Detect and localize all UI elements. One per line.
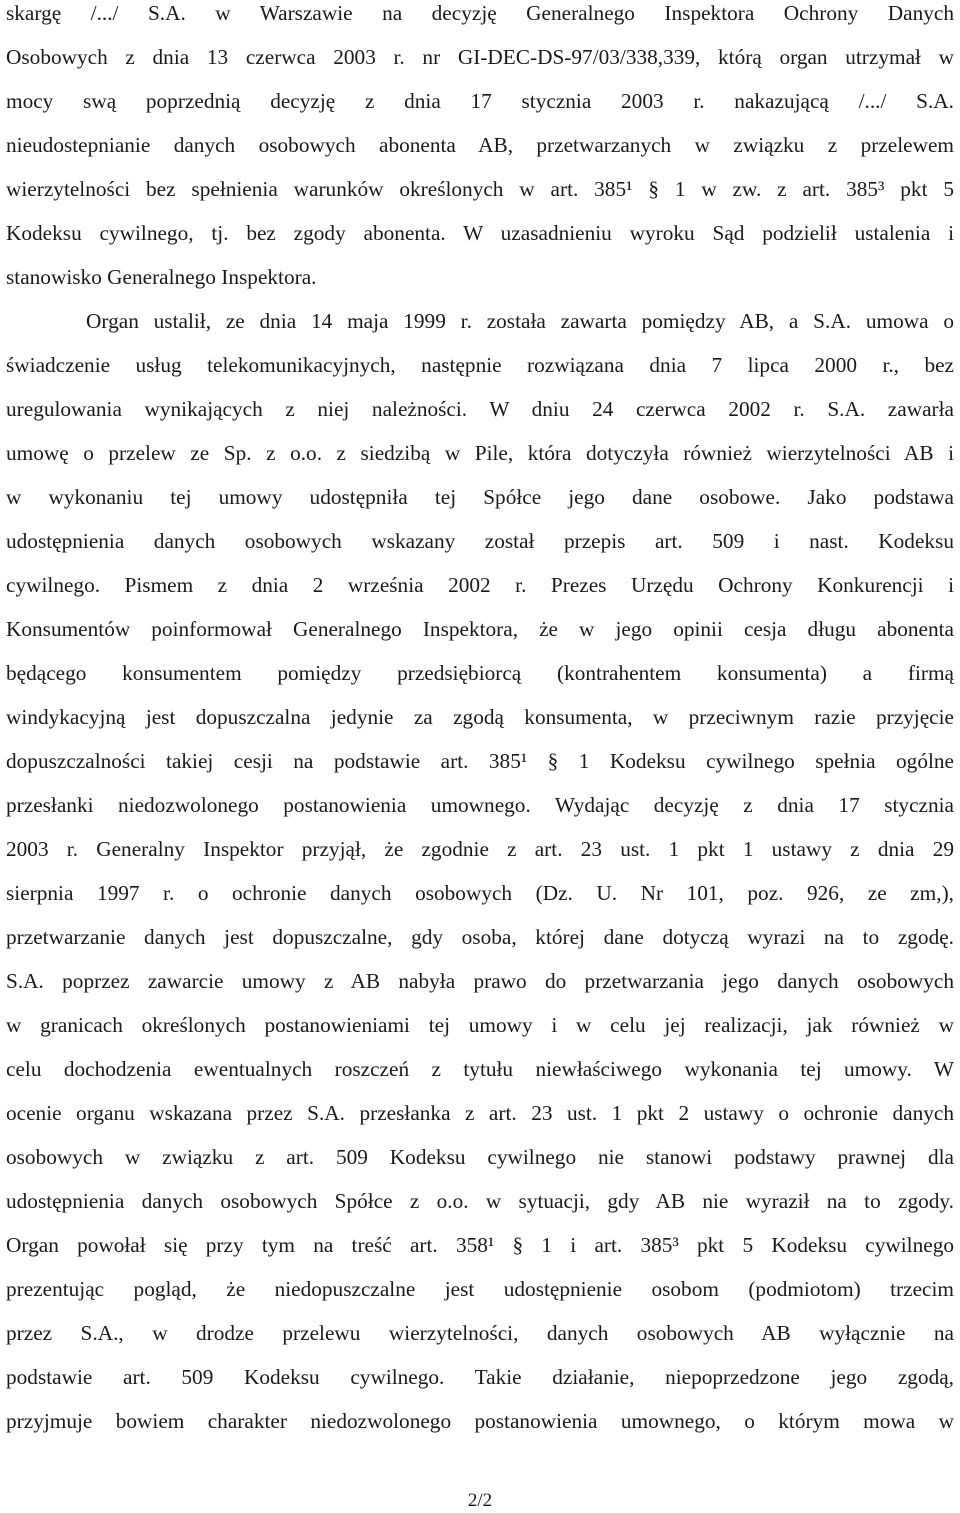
text-line: stanowisko Generalnego Inspektora.	[6, 265, 317, 289]
text-line: Kodeksu cywilnego, tj. bez zgody abonenta. W uzasadnieniu wyroku Sąd podzielił ustalenia i	[6, 221, 954, 245]
text-line: sierpnia 1997 r. o ochronie danych osobowych (Dz. U. Nr 101, poz. 926, ze zm,),	[6, 881, 954, 905]
text-line: będącego konsumentem pomiędzy przedsiębiorcą (kontrahentem konsumenta) a firmą	[6, 661, 954, 685]
text-line: świadczenie usług telekomunikacyjnych, następnie rozwiązana dnia 7 lipca 2000 r., bez	[6, 353, 954, 377]
text-line: przez S.A., w drodze przelewu wierzytelności, danych osobowych AB wyłącznie na	[6, 1321, 954, 1345]
paragraph-first-line: Organ ustalił, ze dnia 14 maja 1999 r. została zawarta pomiędzy AB, a S.A. umowa o	[86, 309, 954, 333]
page-number: 2/2	[467, 1490, 493, 1511]
text-line: przyjmuje bowiem charakter niedozwolonego postanowienia umownego, o którym mowa w	[6, 1409, 954, 1433]
text-line: Osobowych z dnia 13 czerwca 2003 r. nr GI-DEC-DS-97/03/338,339, którą organ utrzymał w	[6, 45, 954, 69]
text-line: uregulowania wynikających z niej należności. W dniu 24 czerwca 2002 r. S.A. zawarła	[6, 397, 954, 421]
text-line: osobowych w związku z art. 509 Kodeksu cywilnego nie stanowi podstawy prawnej dla	[6, 1145, 954, 1169]
text-line: nieudostepnianie danych osobowych abonenta AB, przetwarzanych w związku z przelewem	[6, 133, 954, 157]
text-line: celu dochodzenia ewentualnych roszczeń z tytułu niewłaściwego wykonania tej umowy. W	[6, 1057, 954, 1081]
text-line: mocy swą poprzednią decyzję z dnia 17 stycznia 2003 r. nakazującą /.../ S.A.	[6, 89, 954, 113]
text-line: 2003 r. Generalny Inspektor przyjął, że zgodnie z art. 23 ust. 1 pkt 1 ustawy z dnia 29	[6, 837, 954, 861]
text-line: dopuszczalności takiej cesji na podstawie art. 385¹ § 1 Kodeksu cywilnego spełnia ogólne	[6, 749, 954, 773]
text-line: w granicach określonych postanowieniami tej umowy i w celu jej realizacji, jak również w	[6, 1013, 954, 1037]
text-line: przetwarzanie danych jest dopuszczalne, gdy osoba, której dane dotyczą wyrazi na to zgodę.	[6, 925, 954, 949]
text-line: ocenie organu wskazana przez S.A. przesłanka z art. 23 ust. 1 pkt 2 ustawy o ochronie danych	[6, 1101, 954, 1125]
text-line: cywilnego. Pismem z dnia 2 września 2002 r. Prezes Urzędu Ochrony Konkurencji i	[6, 573, 954, 597]
text-line: udostępnienia danych osobowych wskazany został przepis art. 509 i nast. Kodeksu	[6, 529, 954, 553]
text-line: przesłanki niedozwolonego postanowienia umownego. Wydając decyzję z dnia 17 stycznia	[6, 793, 954, 817]
text-line: podstawie art. 509 Kodeksu cywilnego. Takie działanie, niepoprzedzone jego zgodą,	[6, 1365, 954, 1389]
text-line: umowę o przelew ze Sp. z o.o. z siedzibą w Pile, która dotyczyła również wierzytelności AB i	[6, 441, 954, 465]
text-line: skargę /.../ S.A. w Warszawie na decyzję Generalnego Inspektora Ochrony Danych	[6, 1, 954, 25]
text-line: wierzytelności bez spełnienia warunków określonych w art. 385¹ § 1 w zw. z art. 385³ pkt 5	[6, 177, 954, 201]
text-line: windykacyjną jest dopuszczalna jedynie za zgodą konsumenta, w przeciwnym razie przyjęcie	[6, 705, 954, 729]
text-line: Organ powołał się przy tym na treść art. 358¹ § 1 i art. 385³ pkt 5 Kodeksu cywilnego	[6, 1233, 954, 1257]
text-line: udostępnienia danych osobowych Spółce z o.o. w sytuacji, gdy AB nie wyraził na to zgody.	[6, 1189, 954, 1213]
text-line: prezentując pogląd, że niedopuszczalne jest udostępnienie osobom (podmiotom) trzecim	[6, 1277, 954, 1301]
text-line: w wykonaniu tej umowy udostępniła tej Spółce jego dane osobowe. Jako podstawa	[6, 485, 954, 509]
text-line: Konsumentów poinformował Generalnego Inspektora, że w jego opinii cesja długu abonenta	[6, 617, 954, 641]
text-line: S.A. poprzez zawarcie umowy z AB nabyła prawo do przetwarzania jego danych osobowych	[6, 969, 954, 993]
